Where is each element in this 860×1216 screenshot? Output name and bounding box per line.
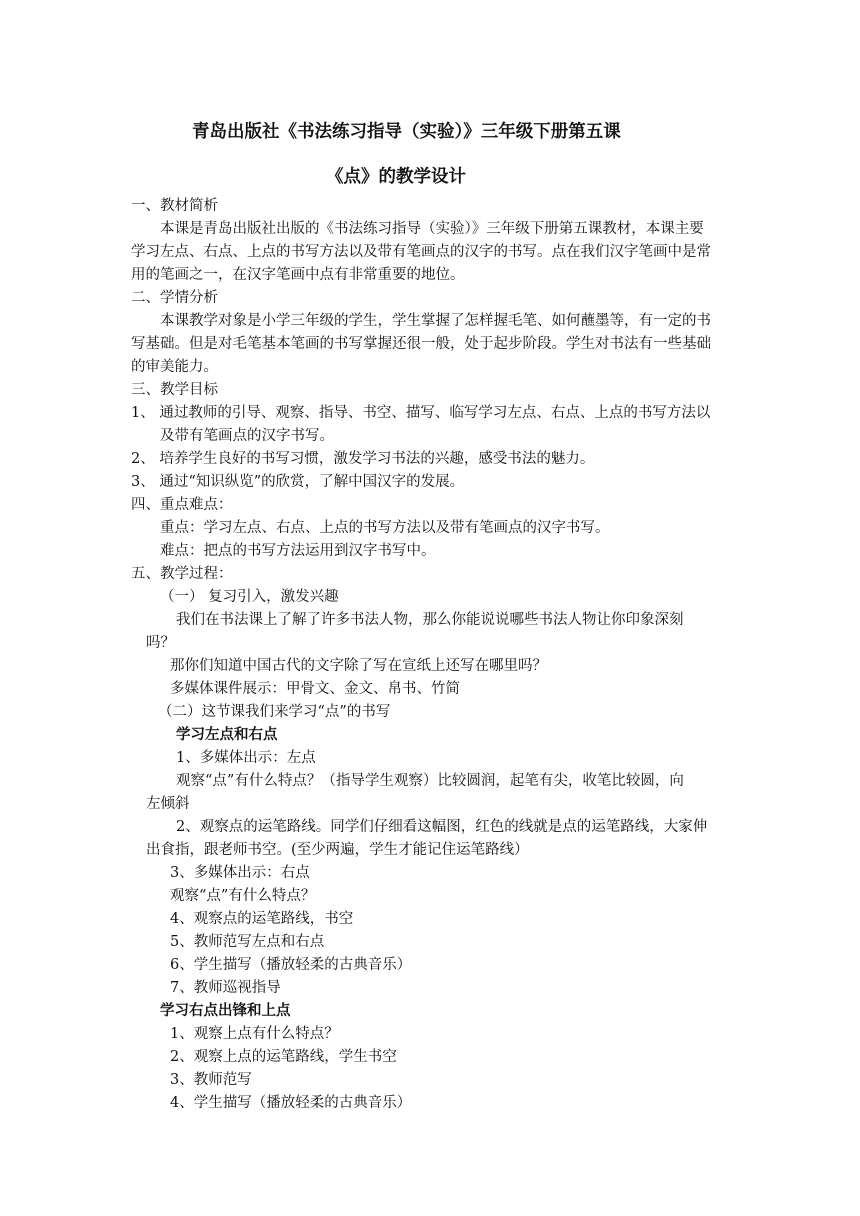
step-item: 3、教师范写 xyxy=(170,1072,252,1088)
section-heading-key-points: 四、重点难点： xyxy=(131,497,233,513)
step-item: 4、学生描写（播放轻柔的古典音乐） xyxy=(170,1095,412,1111)
section-heading-process: 五、教学过程： xyxy=(131,566,233,582)
step-item: 3、多媒体出示：右点 xyxy=(170,865,310,881)
subsection-heading: 学习右点出锋和上点 xyxy=(160,1002,291,1019)
step-item: 7、教师巡视指导 xyxy=(170,980,281,996)
paragraph-line: 观察“点”有什么特点？（指导学生观察）比较圆润，起笔有尖，收笔比较圆，向 xyxy=(176,773,684,789)
key-point: 重点：学习左点、右点、上点的书写方法以及带有笔画点的汉字书写。 xyxy=(160,520,610,536)
paragraph-line: 写基础。但是对毛笔基本笔画的书写掌握还很一般，处于起步阶段。学生对书法有一些基础 xyxy=(131,336,711,352)
goal-item: 1、 通过教师的引导、观察、指导、书空、描写、临写学习左点、右点、上点的书写方法以 xyxy=(131,405,711,421)
step-item: 4、观察点的运笔路线，书空 xyxy=(170,911,354,927)
step-item: 1、多媒体出示：左点 xyxy=(176,750,316,766)
paragraph-line: 左倾斜 xyxy=(146,796,190,812)
goal-item: 3、 通过“知识纵览”的欣赏，了解中国汉字的发展。 xyxy=(131,474,465,490)
step-item: 5、教师范写左点和右点 xyxy=(170,934,325,950)
paragraph-line: 多媒体课件展示：甲骨文、金文、帛书、竹简 xyxy=(170,681,460,697)
subsection-heading: 学习左点和右点 xyxy=(176,726,278,743)
document-title: 青岛出版社《书法练习指导（实验）》三年级下册第五课 xyxy=(192,122,621,142)
section-heading-goals: 三、教学目标 xyxy=(131,382,218,398)
step-item: 6、学生描写（播放轻柔的古典音乐） xyxy=(170,957,412,973)
section-heading-materials: 一、教材简析 xyxy=(131,198,218,214)
goal-item: 2、 培养学生良好的书写习惯，激发学习书法的兴趣，感受书法的魅力。 xyxy=(131,451,595,467)
part-heading: （二）这节课我们来学习“点”的书写 xyxy=(158,704,391,720)
paragraph-line: 出食指，跟老师书空。(至少两遍，学生才能记住运笔路线） xyxy=(146,842,529,858)
document-subtitle: 《点》的教学设计 xyxy=(326,167,466,187)
step-item: 2、观察上点的运笔路线，学生书空 xyxy=(170,1049,397,1065)
paragraph-line: 观察“点”有什么特点？ xyxy=(170,888,316,904)
paragraph-line: 本课教学对象是小学三年级的学生，学生掌握了怎样握毛笔、如何蘸墨等，有一定的书 xyxy=(160,313,711,329)
paragraph-line: 那你们知道中国古代的文字除了写在宣纸上还写在哪里吗？ xyxy=(170,658,547,674)
section-heading-learners: 二、学情分析 xyxy=(131,290,218,306)
difficulty-point: 难点：把点的书写方法运用到汉字书写中。 xyxy=(160,543,436,559)
step-item: 1、观察上点有什么特点？ xyxy=(170,1026,339,1042)
part-heading: （一） 复习引入，激发兴趣 xyxy=(160,589,339,605)
paragraph-line: 我们在书法课上了解了许多书法人物，那么你能说说哪些书法人物让你印象深刻 xyxy=(176,612,684,628)
paragraph-line: 本课是青岛出版社出版的《书法练习指导（实验）》三年级下册第五课教材，本课主要 xyxy=(160,221,704,237)
step-item: 2、观察点的运笔路线。同学们仔细看这幅图，红色的线就是点的运笔路线，大家伸 xyxy=(176,819,708,835)
paragraph-line: 用的笔画之一，在汉字笔画中点有非常重要的地位。 xyxy=(131,267,465,283)
paragraph-line: 的审美能力。 xyxy=(131,359,218,375)
paragraph-line: 吗？ xyxy=(146,635,175,651)
goal-item-continued: 及带有笔画点的汉字书写。 xyxy=(160,428,334,444)
paragraph-line: 学习左点、右点、上点的书写方法以及带有笔画点的汉字的书写。点在我们汉字笔画中是常 xyxy=(131,244,711,260)
